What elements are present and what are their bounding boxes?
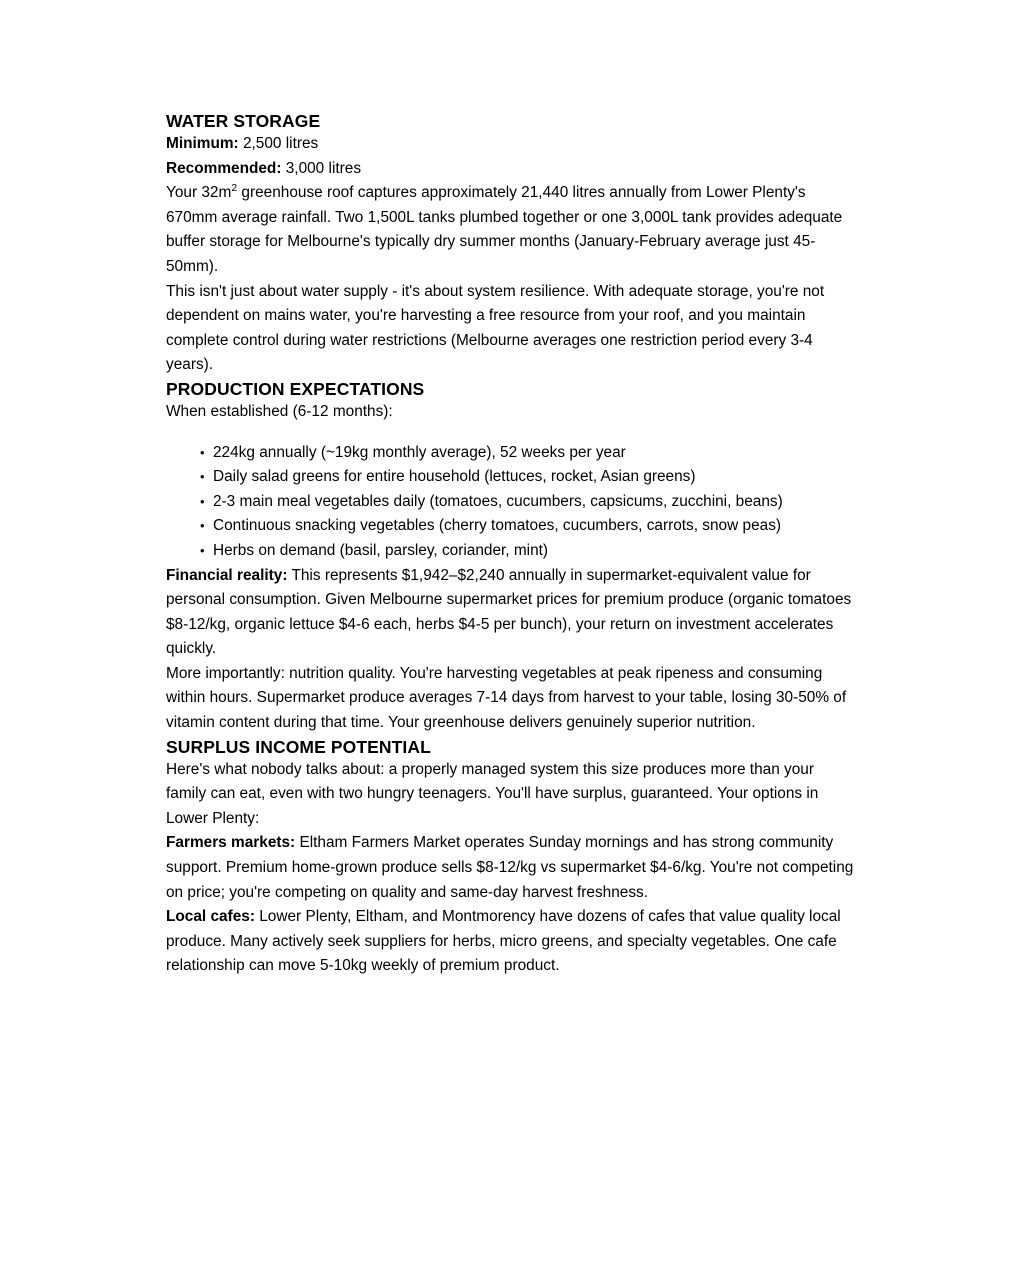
list-item: • Continuous snacking vegetables (cherry tomatoes, cucumbers, carrots, snow peas): [200, 514, 858, 539]
document-content: [166, 110, 858, 979]
heading-production-expectations: PRODUCTION EXPECTATIONS: [166, 378, 425, 399]
heading-surplus-income-potential: SURPLUS INCOME POTENTIAL: [166, 736, 431, 757]
water-storage-minimum: [166, 132, 858, 157]
list-item: • Daily salad greens for entire household (lettuces, rocket, Asian greens): [200, 465, 858, 490]
financial-reality-label: Financial reality:: [166, 566, 288, 584]
square-metre-superscript: 2: [231, 183, 238, 195]
heading-water-storage: WATER STORAGE: [166, 111, 321, 131]
farmers-markets-label: Farmers markets:: [166, 834, 296, 852]
local-cafes-paragraph: [166, 905, 858, 979]
farmers-markets-paragraph: [166, 831, 858, 905]
water-storage-paragraph-1: [166, 181, 858, 279]
nutrition-paragraph: More importantly: nutrition quality. You're harvesting vegetables at peak ripeness and consuming within hours. Supermarket produce averages 7-14 days from harvest to your table, losing 30-50% of vitamin content during that time. Your greenhouse delivers genuinely superior nutrition.: [166, 664, 847, 732]
minimum-label: Minimum:: [166, 135, 239, 152]
production-intro: When established (6-12 months):: [166, 402, 393, 420]
production-bullet-list: [166, 441, 858, 564]
local-cafes-text: Lower Plenty, Eltham, and Montmorency have dozens of cafes that value quality local produce. Many actively seek suppliers for herbs, micro greens, and specialty vegetables. One cafe relationship can move 5-10kg weekly of premium product.: [166, 908, 841, 975]
paragraph-1-pre: Your 32m: [166, 184, 232, 202]
list-item: • 224kg annually (~19kg monthly average), 52 weeks per year: [200, 441, 858, 466]
surplus-intro: Here's what nobody talks about: a properly managed system this size produces more than your family can eat, even with two hungry teenagers. You'll have surplus, guaranteed. Your options in Lower Plenty:: [166, 760, 819, 827]
financial-reality-paragraph: [166, 564, 858, 662]
water-storage-paragraph-2: This isn't just about water supply - it's about system resilience. With adequate storage, you're not dependent on mains water, you're harvesting a free resource from your roof, and you maintain complete control during water restrictions (Melbourne averages one restriction period every 3-4 years).: [166, 282, 825, 374]
recommended-value: 3,000 litres: [281, 159, 362, 177]
list-item: • Herbs on demand (basil, parsley, coriander, mint): [200, 539, 858, 564]
paragraph-1-post: greenhouse roof captures approximately 21,440 litres annually from Lower Plenty's 670mm average rainfall. Two 1,500L tanks plumbed together or one 3,000L tank provides adequate buffer storage for Melbourne's typically dry summer months (January-February average just 45-50mm).: [166, 184, 843, 275]
recommended-label: Recommended:: [166, 159, 282, 177]
local-cafes-label: Local cafes:: [166, 908, 255, 926]
financial-reality-text: This represents $1,942–$2,240 annually in supermarket-equivalent value for personal consumption. Given Melbourne supermarket prices for premium produce (organic tomatoes $8-12/kg, organic lettuce $4-6 each, herbs $4-5 per bunch), your return on investment accelerates quickly.: [166, 566, 852, 658]
minimum-value: 2,500 litres: [238, 135, 319, 152]
list-item: • 2-3 main meal vegetables daily (tomatoes, cucumbers, capsicums, zucchini, beans): [200, 490, 858, 515]
farmers-markets-text: Eltham Farmers Market operates Sunday mornings and has strong community support. Premium home-grown produce sells $8-12/kg vs supermarket $4-6/kg. You're not competing on price; you're competing on quality and same-day harvest freshness.: [166, 834, 854, 901]
water-storage-recommended: [166, 157, 858, 182]
